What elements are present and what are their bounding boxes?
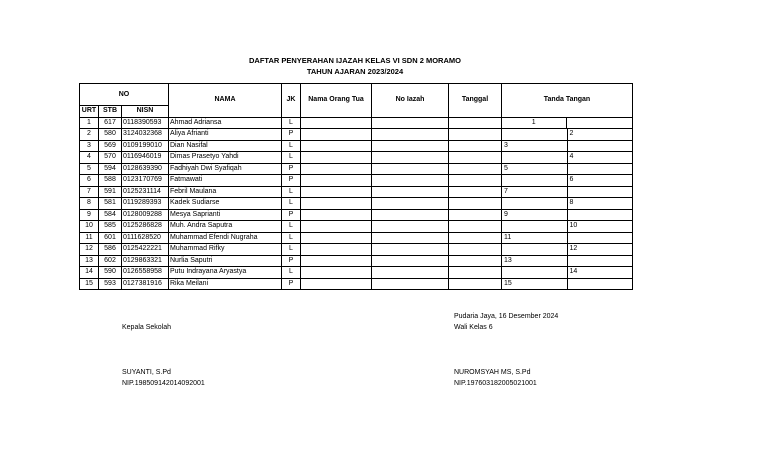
signature-number: 7: [504, 187, 508, 195]
cell-tanggal: [449, 175, 502, 187]
header-urt: URT: [80, 106, 99, 118]
cell-urt: 10: [80, 221, 99, 233]
cell-nama-orang-tua: [301, 255, 372, 267]
signature-number: 10: [567, 221, 633, 232]
cell-jk: L: [282, 186, 301, 198]
cell-urt: 5: [80, 163, 99, 175]
document-subtitle: TAHUN AJARAN 2023/2024: [306, 67, 404, 76]
cell-stb: 593: [99, 278, 122, 290]
cell-urt: 7: [80, 186, 99, 198]
cell-urt: 1: [80, 117, 99, 129]
table-row: [80, 117, 633, 129]
cell-nama: Dian Nasifal: [169, 140, 282, 152]
cell-tanggal: [449, 267, 502, 279]
table-row: [80, 152, 633, 164]
cell-tanda-tangan: [502, 129, 633, 141]
cell-urt: 6: [80, 175, 99, 187]
signature-number: 5: [504, 164, 508, 172]
table-row: [80, 244, 633, 256]
place-date: Pudaria Jaya, 16 Desember 2024: [454, 313, 559, 320]
cell-jk: P: [282, 175, 301, 187]
cell-tanda-tangan: [502, 198, 633, 210]
cell-nama-orang-tua: [301, 117, 372, 129]
cell-tanggal: [449, 278, 502, 290]
cell-urt: 14: [80, 267, 99, 279]
cell-no-ijazah: [372, 163, 449, 175]
cell-nama-orang-tua: [301, 267, 372, 279]
header-stb: STB: [99, 106, 122, 118]
right-signatory-role: Wali Kelas 6: [454, 324, 493, 331]
signature-number: [502, 198, 567, 209]
cell-jk: P: [282, 278, 301, 290]
signature-number: [567, 256, 633, 267]
cell-no-ijazah: [372, 175, 449, 187]
left-signatory-name: SUYANTI, S.Pd: [122, 369, 171, 376]
cell-no-ijazah: [372, 117, 449, 129]
cell-nama-orang-tua: [301, 129, 372, 141]
cell-nama-orang-tua: [301, 140, 372, 152]
cell-no-ijazah: [372, 278, 449, 290]
cell-tanda-tangan: [502, 152, 633, 164]
cell-jk: L: [282, 267, 301, 279]
ijazah-table: [79, 83, 633, 290]
cell-stb: 580: [99, 129, 122, 141]
cell-tanggal: [449, 117, 502, 129]
table-row: [80, 186, 633, 198]
signature-number: [567, 279, 633, 290]
signature-number: [567, 187, 633, 198]
cell-nama: Ahmad Adriansa: [169, 117, 282, 129]
cell-urt: 13: [80, 255, 99, 267]
table-row: [80, 129, 633, 141]
cell-stb: 617: [99, 117, 122, 129]
table-row: [80, 255, 633, 267]
cell-no-ijazah: [372, 152, 449, 164]
table-row: [80, 267, 633, 279]
signature-number: 6: [567, 175, 633, 186]
cell-tanggal: [449, 221, 502, 233]
cell-stb: 586: [99, 244, 122, 256]
cell-stb: 569: [99, 140, 122, 152]
cell-jk: L: [282, 221, 301, 233]
table-row: [80, 140, 633, 152]
cell-tanda-tangan: [502, 186, 633, 198]
signature-number: [502, 221, 567, 232]
signature-number: [567, 233, 633, 244]
cell-nama: Mesya Saprianti: [169, 209, 282, 221]
cell-nama: Putu Indrayana Aryastya: [169, 267, 282, 279]
cell-tanggal: [449, 186, 502, 198]
cell-nisn: 0109199010: [122, 140, 169, 152]
signature-number: [567, 141, 633, 152]
cell-nisn: 0125286828: [122, 221, 169, 233]
cell-urt: 2: [80, 129, 99, 141]
header-no: NO: [80, 84, 169, 106]
cell-nisn: 0119289393: [122, 198, 169, 210]
cell-stb: 590: [99, 267, 122, 279]
cell-urt: 9: [80, 209, 99, 221]
signature-number: 12: [567, 244, 633, 255]
cell-tanggal: [449, 129, 502, 141]
cell-tanggal: [449, 232, 502, 244]
cell-nisn: 0116946019: [122, 152, 169, 164]
cell-jk: L: [282, 198, 301, 210]
cell-urt: 4: [80, 152, 99, 164]
cell-tanggal: [449, 244, 502, 256]
right-signatory-name: NUROMSYAH MS, S.Pd: [454, 369, 531, 376]
header-tanda-tangan: Tanda Tangan: [502, 84, 633, 118]
cell-nisn: 0125231114: [122, 186, 169, 198]
cell-jk: P: [282, 163, 301, 175]
table-row: [80, 198, 633, 210]
cell-jk: P: [282, 129, 301, 141]
cell-nama: Dimas Prasetyo Yahdi: [169, 152, 282, 164]
cell-nisn: 0128639390: [122, 163, 169, 175]
header-tanggal: Tanggal: [449, 84, 502, 118]
cell-nisn: 3124032368: [122, 129, 169, 141]
cell-tanggal: [449, 152, 502, 164]
cell-tanda-tangan: [502, 255, 633, 267]
cell-jk: L: [282, 140, 301, 152]
cell-jk: L: [282, 117, 301, 129]
cell-tanda-tangan: [502, 117, 633, 129]
table-row: [80, 175, 633, 187]
signature-number: [567, 164, 633, 175]
cell-nama: Fatmawati: [169, 175, 282, 187]
cell-urt: 15: [80, 278, 99, 290]
signature-number: [566, 118, 633, 129]
header-nama: NAMA: [169, 84, 282, 118]
cell-tanda-tangan: [502, 267, 633, 279]
signature-number: 14: [567, 267, 633, 278]
right-signatory-nip: NIP.197603182005021001: [454, 380, 537, 387]
cell-nama-orang-tua: [301, 232, 372, 244]
cell-jk: L: [282, 244, 301, 256]
cell-tanggal: [449, 198, 502, 210]
cell-no-ijazah: [372, 140, 449, 152]
left-signatory-role: Kepala Sekolah: [122, 324, 172, 331]
cell-nama-orang-tua: [301, 175, 372, 187]
cell-nama-orang-tua: [301, 278, 372, 290]
cell-urt: 12: [80, 244, 99, 256]
cell-tanggal: [449, 163, 502, 175]
header-no-ijazah: No Iazah: [372, 84, 449, 118]
cell-nama: Muhammad Efendi Nugraha: [169, 232, 282, 244]
signature-number: [502, 267, 567, 278]
cell-tanda-tangan: [502, 140, 633, 152]
cell-nisn: 0123170769: [122, 175, 169, 187]
cell-nama-orang-tua: [301, 221, 372, 233]
signature-number: 3: [504, 141, 508, 149]
cell-stb: 581: [99, 198, 122, 210]
cell-tanda-tangan: [502, 232, 633, 244]
cell-stb: 585: [99, 221, 122, 233]
cell-nama-orang-tua: [301, 198, 372, 210]
cell-stb: 594: [99, 163, 122, 175]
cell-nama: Fadhiyah Dwi Syafiqah: [169, 163, 282, 175]
cell-tanda-tangan: [502, 278, 633, 290]
cell-nisn: 0128009288: [122, 209, 169, 221]
cell-no-ijazah: [372, 198, 449, 210]
signature-number: 2: [567, 129, 633, 140]
header-nama-orang-tua: Nama Orang Tua: [301, 84, 372, 118]
signature-number: 11: [504, 233, 512, 241]
cell-nama: Febril Maulana: [169, 186, 282, 198]
cell-nisn: 0126558958: [122, 267, 169, 279]
cell-nama: Aliya Afrianti: [169, 129, 282, 141]
cell-stb: 601: [99, 232, 122, 244]
header-jk: JK: [282, 84, 301, 118]
cell-tanda-tangan: [502, 209, 633, 221]
cell-nama-orang-tua: [301, 152, 372, 164]
signature-number: [567, 210, 633, 221]
signature-number: [502, 244, 567, 255]
left-signatory-nip: NIP.198509142014092001: [122, 380, 205, 387]
table-row: [80, 163, 633, 175]
cell-stb: 588: [99, 175, 122, 187]
cell-tanggal: [449, 209, 502, 221]
cell-urt: 8: [80, 198, 99, 210]
table-row: [80, 221, 633, 233]
signature-number: 8: [567, 198, 633, 209]
cell-no-ijazah: [372, 267, 449, 279]
cell-nama: Muhammad Rifky: [169, 244, 282, 256]
cell-nama: Kadek Sudiarse: [169, 198, 282, 210]
cell-no-ijazah: [372, 232, 449, 244]
cell-nama: Rika Meilani: [169, 278, 282, 290]
cell-nisn: 0125422221: [122, 244, 169, 256]
cell-tanggal: [449, 255, 502, 267]
cell-nama-orang-tua: [301, 244, 372, 256]
cell-urt: 3: [80, 140, 99, 152]
signature-number: 4: [567, 152, 633, 163]
cell-nama-orang-tua: [301, 209, 372, 221]
cell-nisn: 0111628520: [122, 232, 169, 244]
signature-number: 1: [531, 118, 536, 126]
cell-nama-orang-tua: [301, 186, 372, 198]
cell-nisn: 0127381916: [122, 278, 169, 290]
table-row: [80, 278, 633, 290]
cell-nama-orang-tua: [301, 163, 372, 175]
signature-number: 13: [504, 256, 512, 264]
document-title: DAFTAR PENYERAHAN IJAZAH KELAS VI SDN 2 MORAMO: [249, 56, 461, 65]
cell-stb: 584: [99, 209, 122, 221]
signature-number: 9: [504, 210, 508, 218]
cell-no-ijazah: [372, 186, 449, 198]
cell-stb: 591: [99, 186, 122, 198]
cell-no-ijazah: [372, 221, 449, 233]
cell-no-ijazah: [372, 255, 449, 267]
cell-tanda-tangan: [502, 221, 633, 233]
cell-tanggal: [449, 140, 502, 152]
cell-stb: 602: [99, 255, 122, 267]
cell-no-ijazah: [372, 129, 449, 141]
cell-nisn: 0118390593: [122, 117, 169, 129]
cell-stb: 570: [99, 152, 122, 164]
cell-jk: P: [282, 209, 301, 221]
signature-number: [502, 152, 567, 163]
cell-jk: L: [282, 232, 301, 244]
cell-tanda-tangan: [502, 175, 633, 187]
cell-nama: Nurlia Saputri: [169, 255, 282, 267]
cell-no-ijazah: [372, 244, 449, 256]
signature-number: 15: [504, 279, 512, 287]
header-nisn: NISN: [122, 106, 169, 118]
cell-tanda-tangan: [502, 244, 633, 256]
cell-urt: 11: [80, 232, 99, 244]
table-row: [80, 209, 633, 221]
cell-no-ijazah: [372, 209, 449, 221]
cell-tanda-tangan: [502, 163, 633, 175]
cell-jk: P: [282, 255, 301, 267]
table-row: [80, 232, 633, 244]
signature-number: [502, 175, 567, 186]
signature-number: [502, 129, 567, 140]
cell-nisn: 0129863321: [122, 255, 169, 267]
cell-jk: L: [282, 152, 301, 164]
cell-nama: Muh. Andra Saputra: [169, 221, 282, 233]
